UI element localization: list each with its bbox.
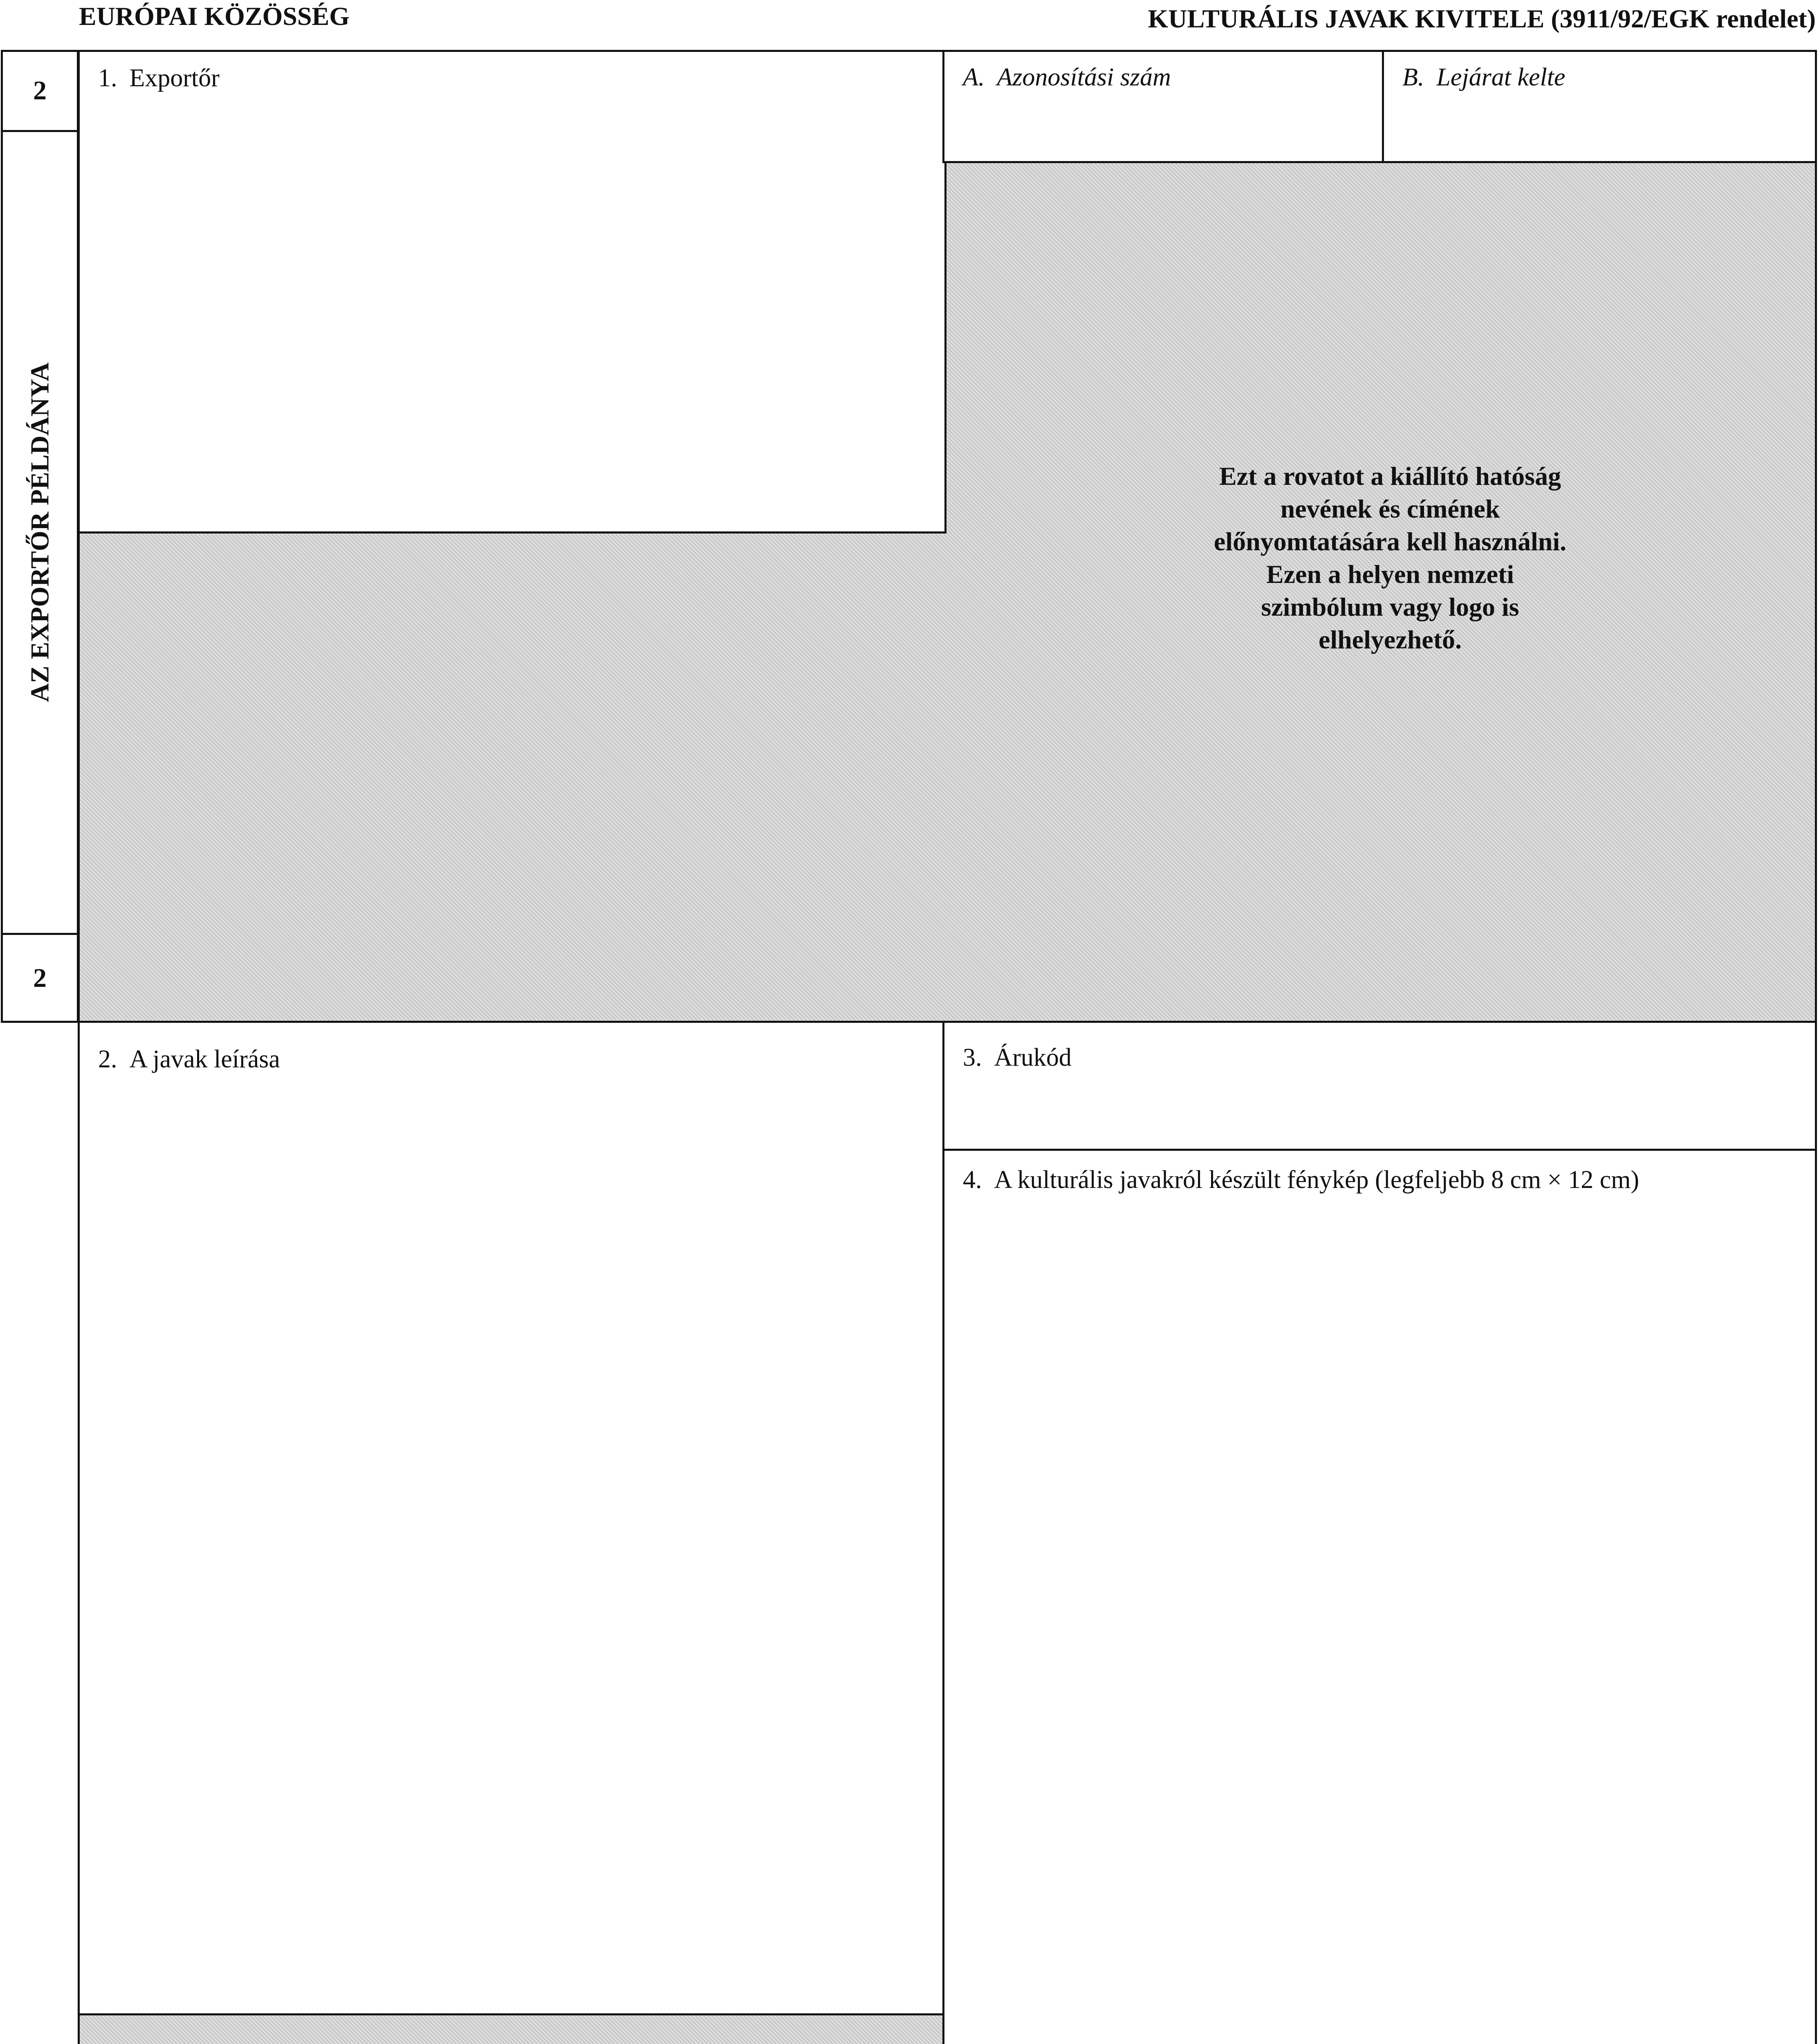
description-box[interactable]: [78, 1021, 944, 2015]
authority-note-line: előnyomtatására kell használni.: [1213, 527, 1567, 556]
vertical-label: AZ EXPORTŐR PÉLDÁNYA: [25, 362, 54, 702]
copy-number-top: 2: [33, 76, 47, 105]
exporter-label: [98, 65, 220, 91]
photo-label: [963, 1167, 1639, 1192]
exporter-number: 1.: [98, 64, 117, 92]
authority-note-line: nevének és címének: [1280, 494, 1500, 523]
photo-text: A kulturális javakról készült fénykép (legfeljebb 8 cm × 12 cm): [994, 1166, 1640, 1194]
expiry-letter: B.: [1402, 63, 1424, 91]
description-text: A javak leírása: [129, 1045, 280, 1073]
id-number-letter: A.: [963, 63, 985, 91]
id-number-label: [963, 65, 1171, 90]
photo-number: 4.: [963, 1166, 982, 1194]
member-state-frame: [78, 2013, 944, 2044]
commodity-code-label: [963, 1045, 1072, 1070]
authority-note-line: Ezt a rovatot a kiállító hatóság: [1219, 462, 1561, 491]
commodity-code-number: 3.: [963, 1044, 982, 1071]
authority-note-line: elhelyezhető.: [1318, 625, 1462, 654]
commodity-code-text: Árukód: [994, 1044, 1072, 1071]
description-number: 2.: [98, 1045, 117, 1073]
expiry-label: [1402, 65, 1565, 90]
header-left-title: EURÓPAI KÖZÖSSÉG: [79, 2, 350, 31]
header-right-title: KULTURÁLIS JAVAK KIVITELE (3911/92/EGK rendelet): [1148, 4, 1816, 33]
id-number-text: Azonosítási szám: [997, 63, 1171, 91]
copy-number-bottom: 2: [33, 963, 47, 993]
authority-note-line: Ezen a helyen nemzeti: [1266, 560, 1514, 589]
expiry-text: Lejárat kelte: [1436, 63, 1566, 91]
photo-box[interactable]: [942, 1149, 1817, 2044]
exporter-text: Exportőr: [129, 64, 220, 92]
authority-note: [1104, 460, 1676, 656]
description-label: [98, 1047, 280, 1072]
exporter-box[interactable]: [78, 50, 947, 533]
vertical-label-wrap: [1, 132, 79, 933]
commodity-code-box[interactable]: [942, 1021, 1817, 1151]
authority-note-line: szimbólum vagy logo is: [1261, 592, 1519, 621]
